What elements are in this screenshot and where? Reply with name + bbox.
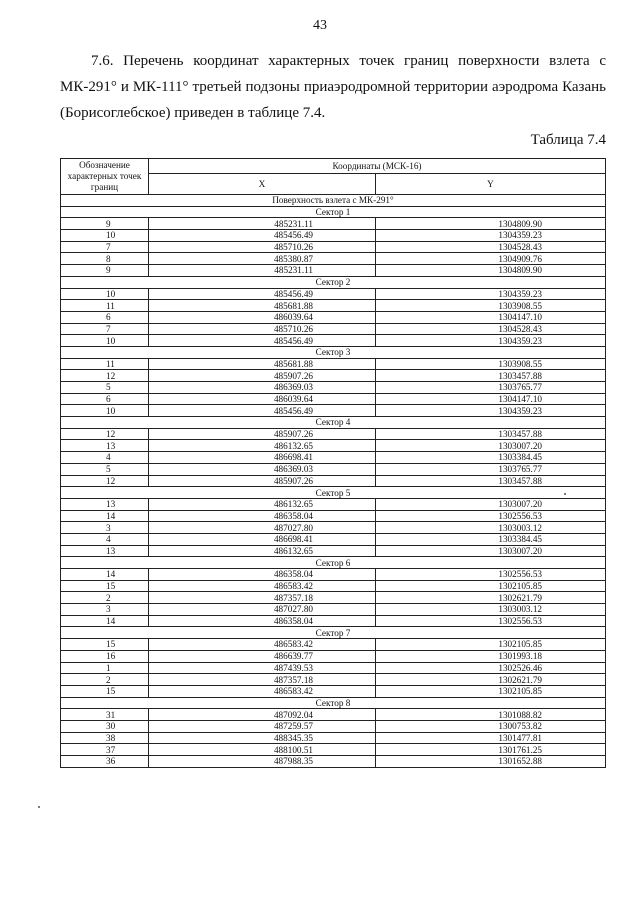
point-id-cell: 10 <box>61 288 149 300</box>
y-coordinate-cell: 1303384.45 <box>376 452 606 464</box>
y-coordinate-cell: 1301477.81 <box>376 732 606 744</box>
y-coordinate-cell: 1304528.43 <box>376 241 606 253</box>
table-row <box>61 569 606 581</box>
x-coordinate-cell: 485907.26 <box>149 475 376 487</box>
y-coordinate-cell: 1304359.23 <box>376 405 606 417</box>
point-id-cell: 12 <box>61 370 149 382</box>
sector-title: Сектор 2 <box>61 276 606 288</box>
table-row <box>61 288 606 300</box>
point-id-cell: 15 <box>61 685 149 697</box>
table-row <box>61 241 606 253</box>
table-row <box>61 615 606 627</box>
table-row <box>61 510 606 522</box>
table-row <box>61 604 606 616</box>
table-row <box>61 685 606 697</box>
y-coordinate-cell: 1302556.53 <box>376 615 606 627</box>
point-id-cell: 13 <box>61 440 149 452</box>
table-row <box>61 732 606 744</box>
x-coordinate-cell: 487439.53 <box>149 662 376 674</box>
point-id-cell: 36 <box>61 756 149 768</box>
point-id-cell: 3 <box>61 522 149 534</box>
y-coordinate-cell: 1303908.55 <box>376 300 606 312</box>
table-row <box>61 720 606 732</box>
x-coordinate-cell: 485456.49 <box>149 335 376 347</box>
y-coordinate-cell: 1303007.20 <box>376 440 606 452</box>
x-coordinate-cell: 486358.04 <box>149 569 376 581</box>
coordinates-table <box>60 158 606 768</box>
point-id-cell: 10 <box>61 405 149 417</box>
x-coordinate-cell: 486132.65 <box>149 498 376 510</box>
point-id-cell: 10 <box>61 230 149 242</box>
y-coordinate-cell: 1302621.79 <box>376 592 606 604</box>
x-coordinate-cell: 486639.77 <box>149 650 376 662</box>
y-coordinate-cell: 1303457.88 <box>376 428 606 440</box>
point-id-cell: 3 <box>61 604 149 616</box>
sector-row <box>61 276 606 288</box>
point-id-cell: 5 <box>61 463 149 475</box>
sector-title: Сектор 7 <box>61 627 606 639</box>
point-id-cell: 38 <box>61 732 149 744</box>
x-coordinate-cell: 486039.64 <box>149 393 376 405</box>
y-coordinate-cell: 1304359.23 <box>376 230 606 242</box>
table-row <box>61 393 606 405</box>
y-coordinate-cell: 1303007.20 <box>376 498 606 510</box>
x-coordinate-cell: 485231.11 <box>149 265 376 277</box>
point-id-cell: 10 <box>61 335 149 347</box>
point-id-cell: 5 <box>61 382 149 394</box>
x-coordinate-cell: 485231.11 <box>149 218 376 230</box>
x-coordinate-cell: 485681.88 <box>149 358 376 370</box>
table-row <box>61 545 606 557</box>
x-coordinate-cell: 487027.80 <box>149 522 376 534</box>
y-coordinate-cell: 1303457.88 <box>376 475 606 487</box>
y-coordinate-cell: 1302105.85 <box>376 580 606 592</box>
table-row <box>61 265 606 277</box>
x-coordinate-cell: 486358.04 <box>149 510 376 522</box>
x-coordinate-cell: 485380.87 <box>149 253 376 265</box>
sector-title: Сектор 1 <box>61 206 606 218</box>
point-id-cell: 2 <box>61 592 149 604</box>
table-row <box>61 218 606 230</box>
table-row <box>61 709 606 721</box>
y-coordinate-cell: 1304147.10 <box>376 393 606 405</box>
sector-title: Сектор 4 <box>61 417 606 429</box>
y-coordinate-cell: 1302105.85 <box>376 639 606 651</box>
x-coordinate-cell: 485710.26 <box>149 241 376 253</box>
point-id-cell: 16 <box>61 650 149 662</box>
y-coordinate-cell: 1302526.46 <box>376 662 606 674</box>
table-row <box>61 580 606 592</box>
point-id-cell: 12 <box>61 428 149 440</box>
sector-title: Сектор 5 <box>61 487 606 499</box>
point-id-cell: 6 <box>61 393 149 405</box>
y-coordinate-cell: 1302556.53 <box>376 569 606 581</box>
table-row <box>61 639 606 651</box>
table-row <box>61 428 606 440</box>
x-coordinate-cell: 486039.64 <box>149 311 376 323</box>
table-row <box>61 662 606 674</box>
point-id-cell: 2 <box>61 674 149 686</box>
y-coordinate-cell: 1304359.23 <box>376 335 606 347</box>
table-body <box>61 195 606 768</box>
table-caption: Таблица 7.4 <box>530 132 606 148</box>
point-id-cell: 6 <box>61 311 149 323</box>
sector-row <box>61 487 606 499</box>
point-id-cell: 14 <box>61 510 149 522</box>
table-row <box>61 405 606 417</box>
x-coordinate-cell: 486132.65 <box>149 545 376 557</box>
y-coordinate-cell: 1303003.12 <box>376 604 606 616</box>
point-id-cell: 13 <box>61 498 149 510</box>
sector-row <box>61 557 606 569</box>
y-coordinate-cell: 1302556.53 <box>376 510 606 522</box>
y-coordinate-cell: 1303765.77 <box>376 463 606 475</box>
sector-row <box>61 697 606 709</box>
table-row <box>61 463 606 475</box>
x-coordinate-cell: 486132.65 <box>149 440 376 452</box>
table-row <box>61 382 606 394</box>
point-id-cell: 13 <box>61 545 149 557</box>
table-row <box>61 452 606 464</box>
x-coordinate-cell: 488345.35 <box>149 732 376 744</box>
point-id-cell: 8 <box>61 253 149 265</box>
table-row <box>61 475 606 487</box>
x-coordinate-cell: 485907.26 <box>149 370 376 382</box>
y-coordinate-cell: 1303765.77 <box>376 382 606 394</box>
y-coordinate-cell: 1304359.23 <box>376 288 606 300</box>
y-coordinate-cell: 1304809.90 <box>376 218 606 230</box>
x-coordinate-cell: 485456.49 <box>149 405 376 417</box>
sector-row <box>61 206 606 218</box>
x-coordinate-cell: 486698.41 <box>149 533 376 545</box>
x-coordinate-cell: 487988.35 <box>149 756 376 768</box>
point-id-cell: 31 <box>61 709 149 721</box>
y-coordinate-cell: 1302621.79 <box>376 674 606 686</box>
x-coordinate-cell: 485681.88 <box>149 300 376 312</box>
x-coordinate-cell: 485456.49 <box>149 288 376 300</box>
y-coordinate-cell: 1301761.25 <box>376 744 606 756</box>
page-number: 43 <box>313 18 327 33</box>
sector-row <box>61 346 606 358</box>
point-id-cell: 1 <box>61 662 149 674</box>
table-row <box>61 498 606 510</box>
table-row <box>61 230 606 242</box>
table-row <box>61 674 606 686</box>
sector-row <box>61 417 606 429</box>
y-coordinate-cell: 1303384.45 <box>376 533 606 545</box>
table-row <box>61 522 606 534</box>
table-row <box>61 253 606 265</box>
table-row <box>61 370 606 382</box>
point-id-cell: 4 <box>61 452 149 464</box>
x-coordinate-cell: 486583.42 <box>149 580 376 592</box>
sector-title: Сектор 6 <box>61 557 606 569</box>
table-row <box>61 744 606 756</box>
table-row <box>61 335 606 347</box>
sector-title: Сектор 8 <box>61 697 606 709</box>
x-coordinate-cell: 486369.03 <box>149 463 376 475</box>
point-id-cell: 14 <box>61 615 149 627</box>
y-coordinate-cell: 1303003.12 <box>376 522 606 534</box>
y-coordinate-cell: 1302105.85 <box>376 685 606 697</box>
x-coordinate-cell: 486369.03 <box>149 382 376 394</box>
scan-speck <box>38 806 40 808</box>
point-id-cell: 30 <box>61 720 149 732</box>
point-id-cell: 11 <box>61 300 149 312</box>
table-row <box>61 358 606 370</box>
y-coordinate-cell: 1304147.10 <box>376 311 606 323</box>
table-row <box>61 756 606 768</box>
x-coordinate-cell: 487357.18 <box>149 674 376 686</box>
header-coordinates: Координаты (МСК-16) <box>149 159 606 174</box>
x-coordinate-cell: 486583.42 <box>149 639 376 651</box>
point-id-cell: 9 <box>61 265 149 277</box>
table-row <box>61 300 606 312</box>
y-coordinate-cell: 1301088.82 <box>376 709 606 721</box>
sector-title: Сектор 3 <box>61 346 606 358</box>
table-row <box>61 311 606 323</box>
x-coordinate-cell: 486698.41 <box>149 452 376 464</box>
surface-title: Поверхность взлета с МК-291° <box>61 195 606 207</box>
x-coordinate-cell: 485710.26 <box>149 323 376 335</box>
point-id-cell: 9 <box>61 218 149 230</box>
table-row <box>61 323 606 335</box>
x-coordinate-cell: 487357.18 <box>149 592 376 604</box>
x-coordinate-cell: 485907.26 <box>149 428 376 440</box>
x-coordinate-cell: 486583.42 <box>149 685 376 697</box>
point-id-cell: 11 <box>61 358 149 370</box>
y-coordinate-cell: 1304909.76 <box>376 253 606 265</box>
y-coordinate-cell: 1301652.88 <box>376 756 606 768</box>
y-coordinate-cell: 1304809.90 <box>376 265 606 277</box>
table-row <box>61 650 606 662</box>
header-y: Y <box>376 174 606 195</box>
table-row <box>61 440 606 452</box>
scan-speck <box>564 493 566 495</box>
point-id-cell: 37 <box>61 744 149 756</box>
table-row <box>61 592 606 604</box>
intro-paragraph <box>60 48 606 126</box>
x-coordinate-cell: 487259.57 <box>149 720 376 732</box>
x-coordinate-cell: 487027.80 <box>149 604 376 616</box>
x-coordinate-cell: 487092.04 <box>149 709 376 721</box>
point-id-cell: 14 <box>61 569 149 581</box>
y-coordinate-cell: 1301993.18 <box>376 650 606 662</box>
header-point-designation: Обозначение характерных точек границ <box>61 159 149 195</box>
y-coordinate-cell: 1303908.55 <box>376 358 606 370</box>
point-id-cell: 15 <box>61 580 149 592</box>
point-id-cell: 4 <box>61 533 149 545</box>
header-x: X <box>149 174 376 195</box>
x-coordinate-cell: 485456.49 <box>149 230 376 242</box>
y-coordinate-cell: 1303007.20 <box>376 545 606 557</box>
intro-text: 7.6. Перечень координат характерных точек границ поверхности взлета с МК-291° и МК-111° третьей подзоны приаэродромной территории аэродрома Казань (Борисоглебское) приведен в таблице 7.4. <box>60 53 606 121</box>
y-coordinate-cell: 1300753.82 <box>376 720 606 732</box>
x-coordinate-cell: 488100.51 <box>149 744 376 756</box>
point-id-cell: 15 <box>61 639 149 651</box>
point-id-cell: 12 <box>61 475 149 487</box>
point-id-cell: 7 <box>61 241 149 253</box>
y-coordinate-cell: 1303457.88 <box>376 370 606 382</box>
table-row <box>61 533 606 545</box>
point-id-cell: 7 <box>61 323 149 335</box>
sector-row <box>61 627 606 639</box>
y-coordinate-cell: 1304528.43 <box>376 323 606 335</box>
x-coordinate-cell: 486358.04 <box>149 615 376 627</box>
